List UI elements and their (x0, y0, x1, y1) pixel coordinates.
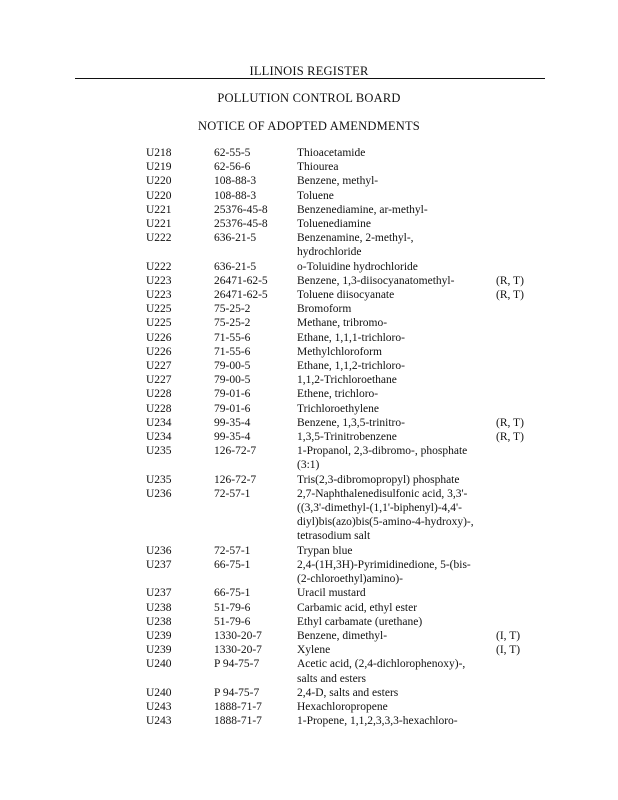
waste-code: U234 (146, 431, 172, 444)
table-row (146, 416, 546, 430)
table-row (146, 231, 546, 259)
waste-code: U235 (146, 473, 172, 486)
cas-number: 126-72-7 (214, 445, 257, 458)
table-row (146, 274, 546, 288)
table-row (146, 387, 546, 401)
chemical-name: Carbamic acid, ethyl ester (297, 601, 418, 614)
cas-number: 79-01-6 (214, 388, 251, 401)
waste-code: U220 (146, 175, 172, 188)
cas-number: 75-25-2 (214, 303, 251, 316)
waste-code: U243 (146, 700, 172, 713)
cas-number: 72-57-1 (214, 487, 251, 500)
table-row (146, 402, 546, 416)
cas-number: 72-57-1 (214, 544, 251, 557)
header-rule (75, 78, 545, 79)
table-row (146, 359, 546, 373)
chemical-name: Thiourea (297, 161, 339, 174)
cas-number: 71-55-6 (214, 345, 251, 358)
table-row (146, 473, 546, 487)
waste-code: U222 (146, 260, 172, 273)
cas-number: 1330-20-7 (214, 629, 262, 642)
chemical-name: 2,4-(1H,3H)-Pyrimidinedione, 5-(bis-(2-chloroethyl)amino)- (297, 558, 471, 586)
chemical-name: 1,3,5-Trinitrobenzene (297, 431, 397, 444)
waste-code: U239 (146, 644, 172, 657)
chemical-name: Ethane, 1,1,1-trichloro- (297, 331, 405, 344)
table-row (146, 643, 546, 657)
waste-code: U240 (146, 658, 172, 671)
chemical-name: Toluenediamine (297, 218, 371, 231)
register-title: ILLINOIS REGISTER (249, 64, 369, 78)
waste-code: U238 (146, 601, 172, 614)
waste-code: U228 (146, 388, 172, 401)
waste-code: U237 (146, 587, 172, 600)
cas-number: 99-35-4 (214, 431, 251, 444)
waste-code: U226 (146, 331, 172, 344)
chemical-name: Acetic acid, (2,4-dichlorophenoxy)-, salts and esters (297, 658, 466, 685)
table-row (146, 686, 546, 700)
board-name: POLLUTION CONTROL BOARD (217, 91, 401, 105)
cas-number: 79-00-5 (214, 374, 251, 387)
table-row (146, 345, 546, 359)
waste-code: U223 (146, 289, 172, 302)
waste-code: U235 (146, 445, 172, 458)
table-row (146, 544, 546, 558)
waste-code: U236 (146, 487, 172, 500)
table-row (146, 331, 546, 345)
hazard-code: (R, T) (496, 289, 524, 302)
table-row (146, 657, 546, 685)
waste-code: U234 (146, 416, 172, 429)
chemical-name: Ethene, trichloro- (297, 388, 379, 401)
waste-code: U223 (146, 274, 172, 287)
cas-number: 62-55-5 (214, 147, 251, 159)
waste-code: U227 (146, 374, 172, 387)
waste-code: U236 (146, 544, 172, 557)
chemical-name: Toluene diisocyanate (297, 289, 395, 302)
chemical-name: Uracil mustard (297, 587, 366, 600)
waste-code: U228 (146, 402, 172, 415)
chemical-name: Methane, tribromo- (297, 317, 388, 330)
hazardous-waste-table (146, 146, 546, 728)
waste-code: U238 (146, 615, 172, 628)
chemical-name: Xylene (297, 644, 331, 657)
chemical-name: Trichloroethylene (297, 402, 379, 415)
table-row (146, 146, 546, 160)
waste-code: U237 (146, 558, 172, 571)
chemical-name: Hexachloropropene (297, 700, 388, 713)
cas-number: P 94-75-7 (214, 658, 260, 671)
waste-code: U225 (146, 317, 172, 330)
waste-code: U218 (146, 147, 172, 159)
chemical-name: Benzene, 1,3-diisocyanatomethyl- (297, 274, 455, 287)
cas-number: 1888-71-7 (214, 700, 262, 713)
chemical-name: 1-Propanol, 2,3-dibromo-, phosphate (3:1) (297, 445, 468, 472)
cas-number: 25376-45-8 (214, 218, 268, 231)
cas-number: 79-00-5 (214, 360, 251, 373)
cas-number: 636-21-5 (214, 232, 257, 245)
cas-number: 75-25-2 (214, 317, 251, 330)
notice-heading: NOTICE OF ADOPTED AMENDMENTS (198, 119, 420, 133)
waste-code: U227 (146, 360, 172, 373)
cas-number: 108-88-3 (214, 175, 257, 188)
table-row (146, 316, 546, 330)
table-row (146, 174, 546, 188)
cas-number: 51-79-6 (214, 615, 251, 628)
waste-code: U222 (146, 232, 172, 245)
cas-number: 62-56-6 (214, 161, 251, 174)
chemical-name: Benzene, dimethyl- (297, 629, 388, 642)
table-row (146, 260, 546, 274)
chemical-name: 2,7-Naphthalenedisulfonic acid, 3,3'-((3,3'-dimethyl-(1,1'-biphenyl)-4,4'-diyl)bis(azo)bis(5-amino-4-hydroxy)-, tetrasodium salt (297, 487, 474, 543)
chemical-name: Trypan blue (297, 544, 353, 557)
cas-number: 71-55-6 (214, 331, 251, 344)
table-row (146, 629, 546, 643)
table-row (146, 373, 546, 387)
chemical-name: Methylchloroform (297, 345, 382, 358)
table-row (146, 217, 546, 231)
chemical-name: Bromoform (297, 303, 352, 316)
table-row (146, 203, 546, 217)
table-row (146, 487, 546, 544)
cas-number: 26471-62-5 (214, 289, 268, 302)
chemical-name: Thioacetamide (297, 147, 366, 159)
chemical-name: 1,1,2-Trichloroethane (297, 374, 397, 387)
waste-code: U240 (146, 686, 172, 699)
table-row (146, 288, 546, 302)
chemical-name: Toluene (297, 189, 334, 202)
waste-code: U220 (146, 189, 172, 202)
cas-number: 99-35-4 (214, 416, 251, 429)
waste-code: U221 (146, 218, 172, 231)
cas-number: P 94-75-7 (214, 686, 260, 699)
cas-number: 26471-62-5 (214, 274, 268, 287)
table-row (146, 714, 546, 728)
chemical-name: Benzene, methyl- (297, 175, 379, 188)
chemical-name: Benzenediamine, ar-methyl- (297, 203, 428, 216)
cas-number: 1888-71-7 (214, 715, 262, 728)
chemical-name: 2,4-D, salts and esters (297, 686, 399, 699)
cas-number: 79-01-6 (214, 402, 251, 415)
cas-number: 51-79-6 (214, 601, 251, 614)
chemical-name: Ethane, 1,1,2-trichloro- (297, 360, 405, 373)
hazard-code: (R, T) (496, 274, 524, 287)
table-row (146, 601, 546, 615)
table-row (146, 302, 546, 316)
cas-number: 66-75-1 (214, 558, 251, 571)
chemical-name: Benzenamine, 2-methyl-, hydrochloride (297, 232, 414, 259)
cas-number: 25376-45-8 (214, 203, 268, 216)
table-row (146, 558, 546, 586)
hazard-code: (R, T) (496, 431, 524, 444)
chemical-name: Tris(2,3-dibromopropyl) phosphate (297, 473, 460, 486)
chemical-name: Benzene, 1,3,5-trinitro- (297, 416, 405, 429)
cas-number: 1330-20-7 (214, 644, 262, 657)
cas-number: 636-21-5 (214, 260, 257, 273)
table-row (146, 430, 546, 444)
chemical-name: 1-Propene, 1,1,2,3,3,3-hexachloro- (297, 715, 458, 728)
waste-code: U221 (146, 203, 172, 216)
chemical-name: o-Toluidine hydrochloride (297, 260, 418, 273)
cas-number: 108-88-3 (214, 189, 257, 202)
hazard-code: (I, T) (496, 629, 521, 642)
table-row (146, 700, 546, 714)
table-row (146, 615, 546, 629)
table-row (146, 189, 546, 203)
waste-code: U219 (146, 161, 172, 174)
waste-code: U239 (146, 629, 172, 642)
waste-code: U226 (146, 345, 172, 358)
waste-code: U243 (146, 715, 172, 728)
table-row (146, 586, 546, 600)
cas-number: 66-75-1 (214, 587, 251, 600)
chemical-name: Ethyl carbamate (urethane) (297, 615, 423, 628)
table-row (146, 160, 546, 174)
waste-code: U225 (146, 303, 172, 316)
table-row (146, 444, 546, 472)
hazard-code: (I, T) (496, 644, 521, 657)
hazard-code: (R, T) (496, 416, 524, 429)
cas-number: 126-72-7 (214, 473, 257, 486)
